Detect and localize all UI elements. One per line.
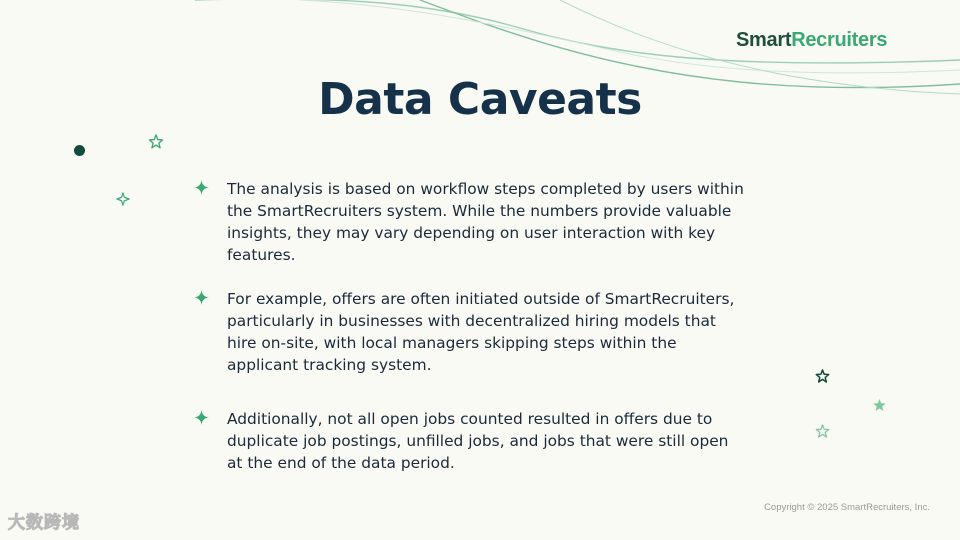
logo-text-recruiters: Recruiters — [791, 29, 888, 51]
sparkle-icon — [194, 290, 209, 305]
watermark: 大数跨境 — [8, 513, 80, 533]
outline-star-icon — [815, 424, 830, 439]
sparkle-icon — [194, 180, 209, 195]
page-title: Data Caveats — [318, 74, 642, 125]
logo-text-smart: Smart — [736, 29, 792, 51]
outline-star-icon — [116, 192, 130, 206]
bullet-text: For example, offers are often initiated outside of SmartRecruiters, particularly in businesses with decentralized hiring models that hire on-site, with local managers skipping steps within the applicant tracking system. — [227, 290, 735, 374]
outline-star-icon — [148, 134, 164, 150]
copyright-text: Copyright © 2025 SmartRecruiters, Inc. — [764, 502, 930, 513]
outline-star-icon — [815, 369, 830, 384]
bullet-text: The analysis is based on workflow steps completed by users within the SmartRecruiters system. While the numbers provide valuable insights, they may vary depending on user interaction with key features. — [227, 180, 744, 264]
filled-star-icon — [872, 398, 887, 413]
smartrecruiters-logo — [736, 29, 887, 52]
sparkle-icon — [194, 410, 209, 425]
decorative-dot — [74, 145, 85, 156]
bullet-text: Additionally, not all open jobs counted resulted in offers due to duplicate job postings, unfilled jobs, and jobs that were still open at the end of the data period. — [227, 410, 729, 472]
